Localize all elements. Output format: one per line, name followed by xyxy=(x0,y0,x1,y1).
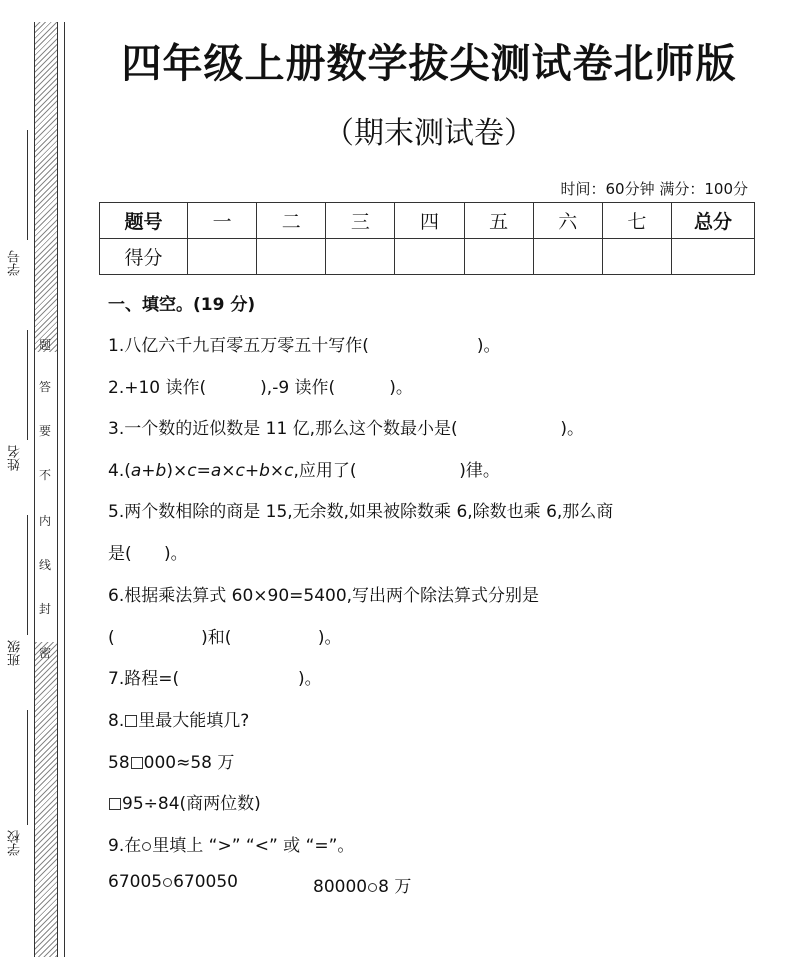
table-header-cell: 七 xyxy=(602,203,671,239)
square-blank-icon xyxy=(131,757,143,769)
student-id-label: 学号 xyxy=(8,250,23,276)
margin-divider xyxy=(64,22,65,957)
table-header-cell: 一 xyxy=(188,203,257,239)
score-cell[interactable] xyxy=(188,239,257,275)
question-4: 4.(a+b)×c=a×c+b×c,应用了( )律。 xyxy=(108,461,500,481)
table-header-cell: 五 xyxy=(464,203,533,239)
class-label: 班级 xyxy=(8,640,23,666)
score-cell[interactable] xyxy=(602,239,671,275)
score-cell[interactable] xyxy=(672,239,755,275)
question-1: 1.八亿六千九百零五万零五十写作( )。 xyxy=(108,336,501,356)
seal-line-hatch xyxy=(34,22,58,957)
question-9: 9.在 里填上 “>” “<” 或 “=”。 xyxy=(108,836,355,856)
square-blank-icon xyxy=(109,798,121,810)
question-3: 3.一个数的近似数是 11 亿,那么这个数最小是( )。 xyxy=(108,419,584,439)
student-id-line xyxy=(27,130,28,240)
seal-text: 不 xyxy=(38,468,51,482)
name-label: 姓名 xyxy=(8,445,23,471)
score-cell[interactable] xyxy=(533,239,602,275)
question-5-line1: 5.两个数相除的商是 15,无余数,如果被除数乘 6,除数也乘 6,那么商 xyxy=(108,502,614,522)
binding-margin xyxy=(0,0,70,962)
question-8b: 95÷84(商两位数) xyxy=(108,789,261,814)
seal-text: 答 xyxy=(38,380,51,394)
score-cell[interactable] xyxy=(464,239,533,275)
school-label: 学校 xyxy=(8,830,23,856)
table-header-cell: 二 xyxy=(257,203,326,239)
score-table-score-row xyxy=(100,239,755,275)
circle-blank-icon xyxy=(142,842,151,851)
score-table-header-row xyxy=(100,203,755,239)
question-9a: 67005 670050 xyxy=(108,872,238,892)
school-line xyxy=(27,710,28,825)
score-cell[interactable] xyxy=(257,239,326,275)
circle-blank-icon xyxy=(368,883,377,892)
circle-blank-icon xyxy=(163,878,172,887)
question-6-line2: ( )和( )。 xyxy=(108,628,342,648)
question-6-line1: 6.根据乘法算式 60×90=5400,写出两个除法算式分别是 xyxy=(108,586,540,606)
table-header-cell: 总分 xyxy=(672,203,755,239)
seal-text: 要 xyxy=(38,424,51,438)
score-cell[interactable] xyxy=(326,239,395,275)
question-8a: 58 000≈58 万 xyxy=(108,753,235,773)
seal-text: 封 xyxy=(38,602,51,616)
seal-text: 密 xyxy=(38,646,51,660)
seal-text: 题 xyxy=(38,338,51,352)
seal-text: 线 xyxy=(38,558,51,572)
question-7: 7.路程=( )。 xyxy=(108,669,322,689)
seal-text: 内 xyxy=(38,514,51,528)
name-line xyxy=(27,330,28,440)
section-title: 一、填空。(19 分) xyxy=(108,295,256,315)
table-header-cell: 三 xyxy=(326,203,395,239)
page-subtitle: （期末测试卷） xyxy=(324,116,534,151)
table-header-cell: 四 xyxy=(395,203,464,239)
score-row-label: 得分 xyxy=(100,239,188,275)
page-title: 四年级上册数学拔尖测试卷北师版 xyxy=(121,41,737,87)
exam-info: 时间：60分钟 满分：100分 xyxy=(560,180,748,198)
question-9b: 80000 8 万 xyxy=(313,877,412,897)
square-blank-icon xyxy=(125,715,137,727)
question-5-line2: 是( )。 xyxy=(108,544,188,564)
class-line xyxy=(27,515,28,635)
question-8: 8. 里最大能填几? xyxy=(108,711,250,731)
score-cell[interactable] xyxy=(395,239,464,275)
score-table xyxy=(99,202,755,275)
table-header-cell: 题号 xyxy=(100,203,188,239)
question-2: 2.+10 读作( ),-9 读作( )。 xyxy=(108,378,413,398)
table-header-cell: 六 xyxy=(533,203,602,239)
